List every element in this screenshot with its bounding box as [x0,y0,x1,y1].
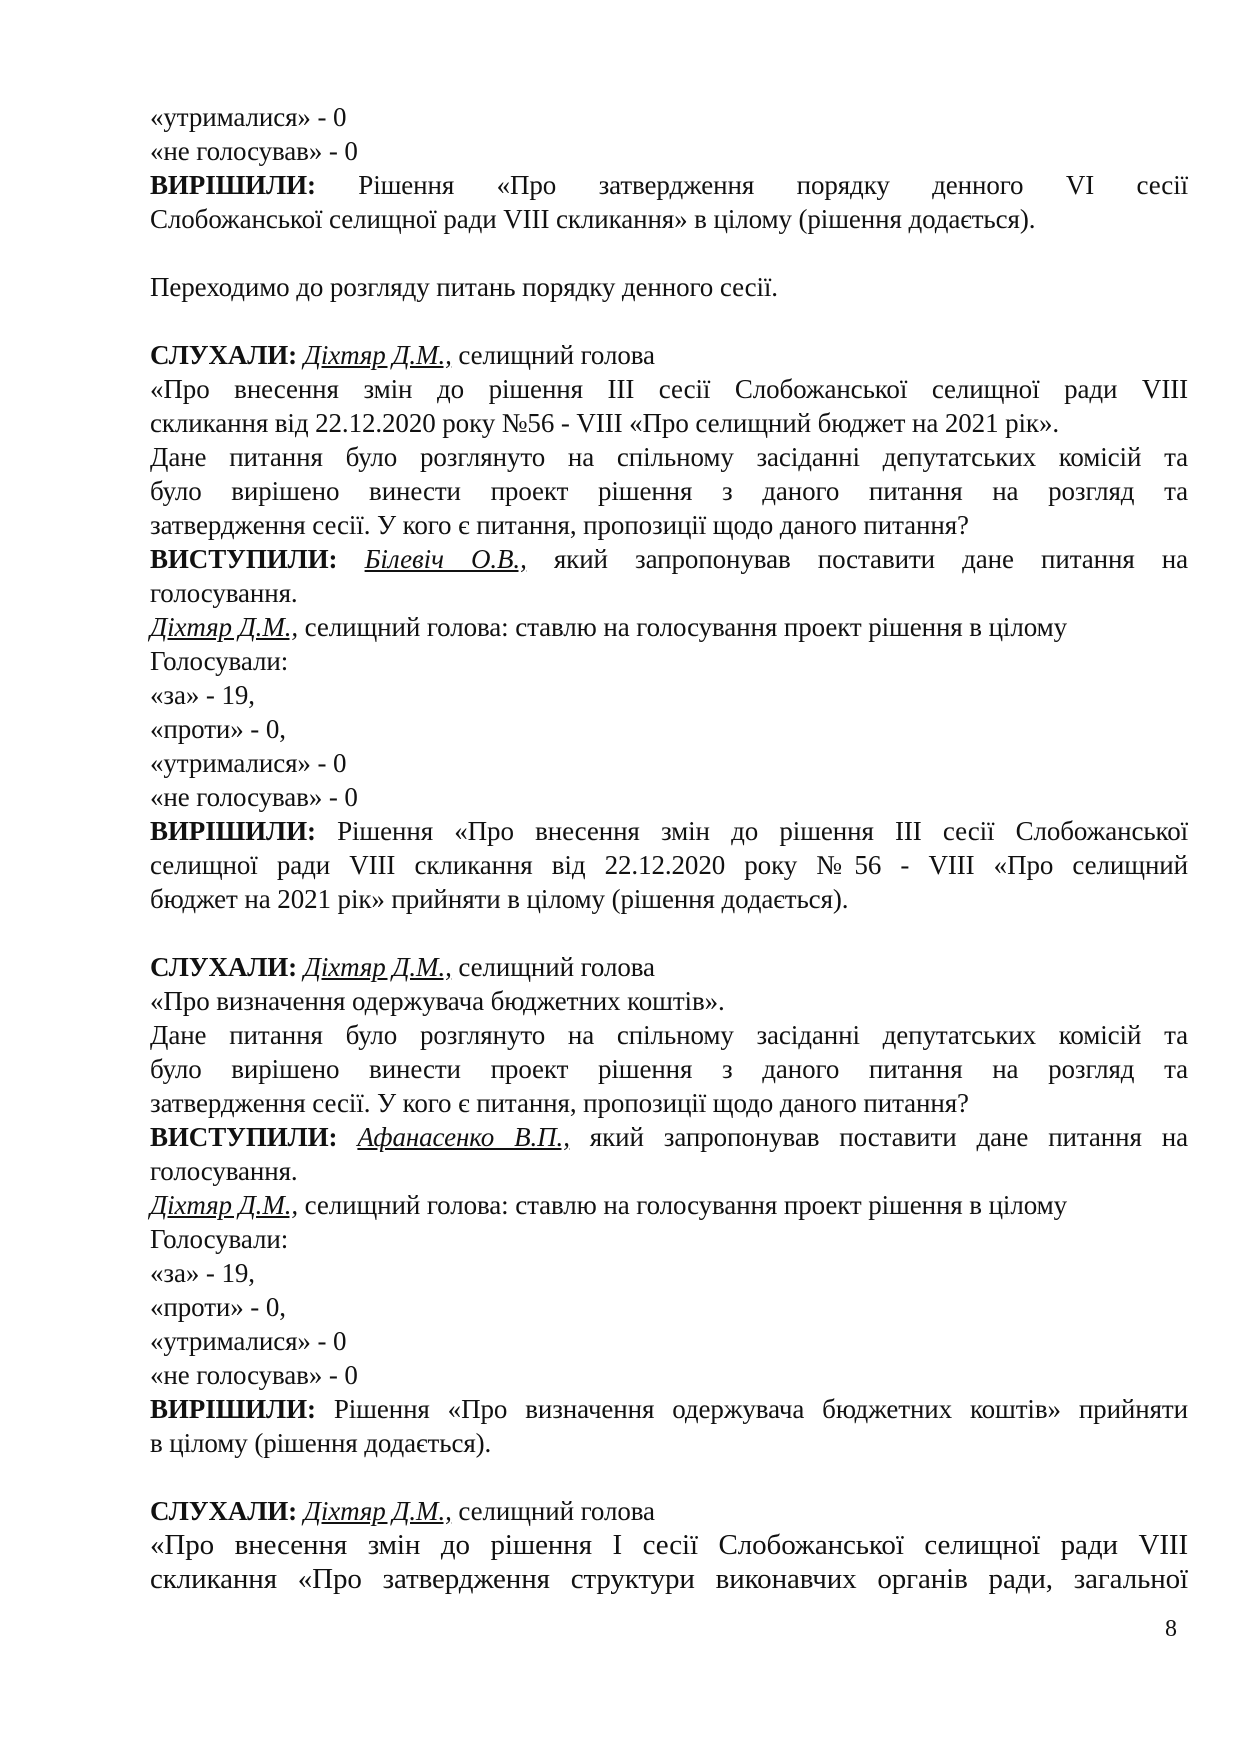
speaker-name: Діхтяр Д.М., [303,952,452,982]
decided-keyword: ВИРІШИЛИ: [150,170,316,200]
decision-line [150,814,1188,848]
spoke-text: голосування. [150,578,298,608]
decided-keyword: ВИРІШИЛИ: [150,816,316,846]
vote-not-voted: «не голосував» - 0 [150,136,358,166]
decision-line: Слобожанської селищної ради VIII скликання» в цілому (рішення додається). [150,204,1036,234]
heard-line [150,950,1188,984]
decision-line [150,168,1188,202]
transition-text: Переходимо до розгляду питань порядку денного сесії. [150,272,778,302]
vote-for: «за» - 19, [150,680,255,710]
body-text: затвердження сесії. У кого є питання, пропозиції щодо даного питання? [150,1088,969,1118]
heard-line [150,1494,1188,1528]
agenda-title: «Про визначення одержувача бюджетних коштів». [150,986,725,1016]
body-text: затвердження сесії. У кого є питання, пропозиції щодо даного питання? [150,510,969,540]
agenda-title: скликання від 22.12.2020 року №56 - VIII «Про селищний бюджет на 2021 рік». [150,408,1059,438]
spoke-text: голосування. [150,1156,298,1186]
agenda-title: «Про внесення змін до рішення І сесії Слобожанської селищної ради VIII [150,1529,1188,1561]
spoke-text: який запропонував поставити дане питання на [569,1122,1188,1152]
body-text: було вирішено винести проект рішення з даного питання на розгляд та [150,1054,1188,1084]
chair-text: селищний голова: ставлю на голосування проект рішення в цілому [298,1190,1067,1220]
body-text: Дане питання було розглянуто на спільному засіданні депутатських комісій та [150,1020,1188,1050]
decision-line: в цілому (рішення додається). [150,1428,492,1458]
speaker-name: Діхтяр Д.М., [150,612,299,642]
chair-line [150,610,1188,644]
document-page [150,100,1188,1596]
body-text: було вирішено винести проект рішення з даного питання на розгляд та [150,476,1188,506]
agenda-title: скликання «Про затвердження структури виконавчих органів ради, загальної [150,1563,1188,1595]
body-text: Дане питання було розглянуто на спільному засіданні депутатських комісій та [150,442,1188,472]
voted-label: Голосували: [150,646,289,676]
spoke-keyword: ВИСТУПИЛИ: [150,1122,338,1152]
spoke-text: який запропонував поставити дане питання на [526,544,1188,574]
decided-keyword: ВИРІШИЛИ: [150,1394,316,1424]
spoke-line [150,542,1188,576]
spacer [150,236,1188,270]
speaker-name: Білевіч О.В., [364,544,527,574]
heard-line [150,338,1188,372]
speaker-role: селищний голова [451,952,655,982]
spoke-line [150,1120,1188,1154]
vote-abstained: «утрималися» - 0 [150,1326,347,1356]
vote-against: «проти» - 0, [150,1292,286,1322]
vote-for: «за» - 19, [150,1258,255,1288]
vote-abstained: «утрималися» - 0 [150,748,347,778]
decision-text: Рішення «Про затвердження порядку денного VI сесії [315,170,1188,200]
spacer [150,1460,1188,1494]
speaker-name: Діхтяр Д.М., [303,1496,452,1526]
heard-keyword: СЛУХАЛИ: [150,340,298,370]
speaker-name: Діхтяр Д.М., [150,1190,299,1220]
chair-line [150,1188,1188,1222]
speaker-role: селищний голова [451,340,655,370]
decision-line: селищної ради VIII скликання від 22.12.2020 року №56 - VIII «Про селищний [150,850,1188,880]
vote-not-voted: «не голосував» - 0 [150,782,358,812]
decision-text: Рішення «Про внесення змін до рішення III сесії Слобожанської [315,816,1188,846]
decision-line [150,1392,1188,1426]
vote-abstained: «утрималися» - 0 [150,102,347,132]
decision-line: бюджет на 2021 рік» прийняти в цілому (рішення додається). [150,884,849,914]
heard-keyword: СЛУХАЛИ: [150,1496,298,1526]
agenda-title: «Про внесення змін до рішення III сесії Слобожанської селищної ради VIII [150,374,1188,404]
spoke-keyword: ВИСТУПИЛИ: [150,544,338,574]
spacer [150,304,1188,338]
voted-label: Голосували: [150,1224,289,1254]
speaker-name: Афанасенко В.П., [357,1122,570,1152]
heard-keyword: СЛУХАЛИ: [150,952,298,982]
speaker-role: селищний голова [451,1496,655,1526]
vote-against: «проти» - 0, [150,714,286,744]
page-number: 8 [1165,1616,1177,1642]
spacer [150,916,1188,950]
speaker-name: Діхтяр Д.М., [303,340,452,370]
chair-text: селищний голова: ставлю на голосування проект рішення в цілому [298,612,1067,642]
vote-not-voted: «не голосував» - 0 [150,1360,358,1390]
decision-text: Рішення «Про визначення одержувача бюджетних коштів» прийняти [315,1394,1188,1424]
